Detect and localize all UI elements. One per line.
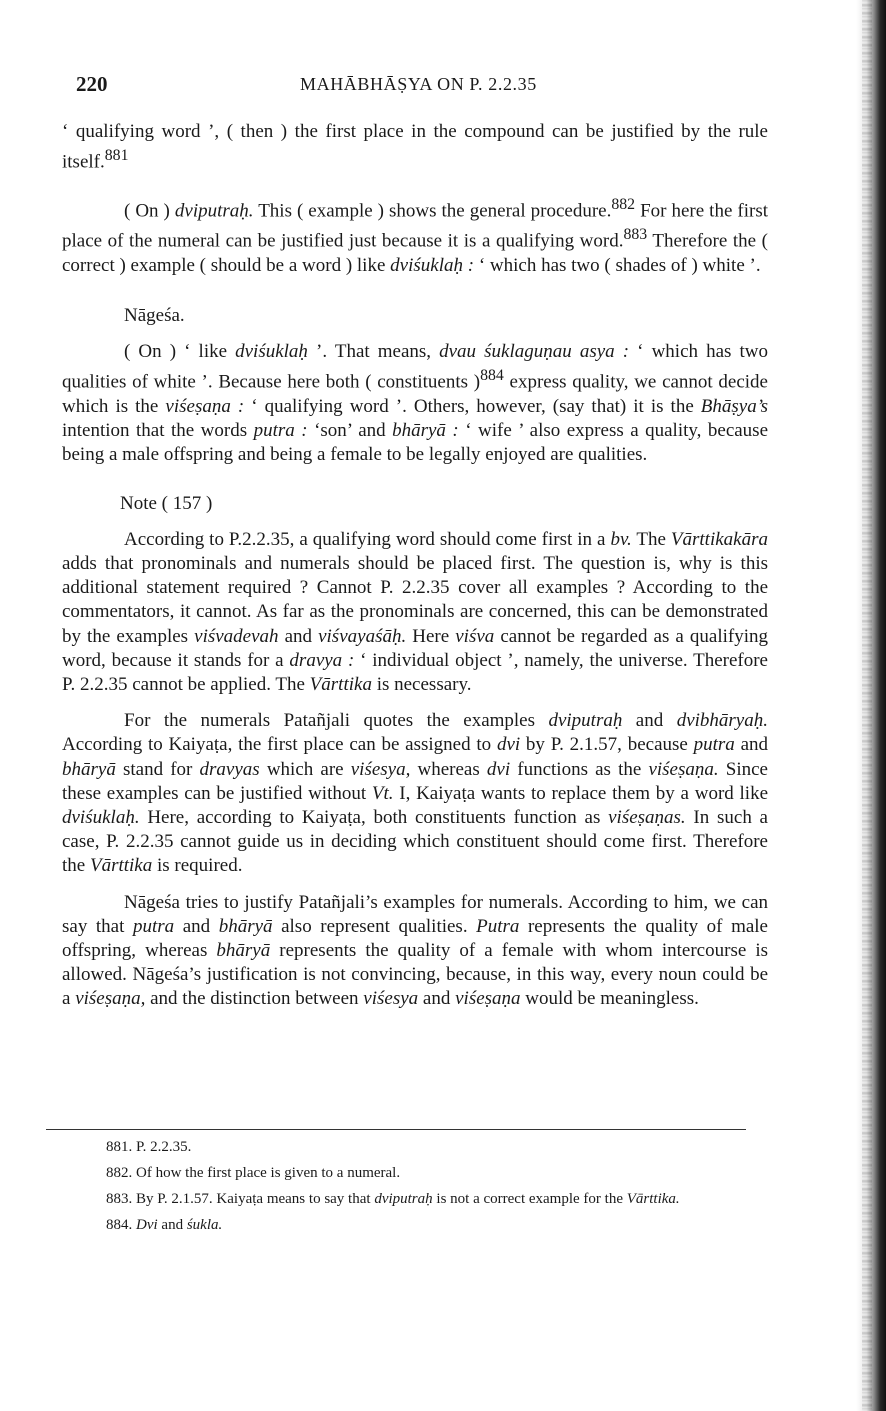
footnote-ref-881[interactable]: 881 — [104, 147, 129, 165]
paragraph-note-1: According to P.2.2.35, a qualifying word should come first in a bv. The Vārttikakāra adds that pronominals and numerals should be placed first. The question is, why is this additional statement required ? Cannot P. 2.2.35 cover all examples ? According to the commentators, it cannot. As far as the pronominals are concerned, this can be demonstrated by the examples viśvadevah and viśvayaśāḥ. Here viśva cannot be regarded as a qualifying word, because it stands for a dravya : ‘ individual object ’, namely, the universe. Therefore P. 2.2.35 cannot be applied. The Vārttika is necessary. — [62, 528, 769, 695]
paragraph-dviputrah: ( On ) dviputraḥ. This ( example ) shows the general procedure.$^{882}$ For here the first place of the numeral can be justified just because it is a qualifying word.$^{883}$ Therefore the ( correct ) example ( should be a word ) like dviśuklaḥ : ‘ which has two ( shades of ) white ’. — [62, 195, 768, 276]
section-label-note-157: Note ( 157 ) — [120, 492, 213, 514]
footnote-882: 882. Of how the first place is given to a numeral. — [106, 1165, 401, 1181]
paragraph-note-2: For the numerals Patañjali quotes the examples dviputraḥ and dvibhāryaḥ. According to Kaiyaṭa, the first place can be assigned to dvi by P. 2.1.57, because putra and bhāryā stand for dravyas which are viśesya, whereas dvi functions as the viśeṣaṇa. Since these examples can be justified without Vt. I, Kaiyaṭa wants to replace them by a word like dviśuklaḥ. Here, according to Kaiyaṭa, both constituents function as viśeṣaṇas. In such a case, P. 2.2.35 cannot guide us in deciding which constituent should come first. Therefore the Vārttika is required. — [62, 710, 769, 877]
footnote-ref-883[interactable]: 883 — [623, 226, 648, 244]
footnote-884: 884. Dvi and śukla. — [106, 1217, 223, 1233]
scan-edge-shadow — [856, 0, 886, 1411]
footnote-ref-882[interactable]: 882 — [611, 195, 636, 213]
paragraph-note-3: Nāgeśa tries to justify Patañjali’s examples for numerals. According to him, we can say that putra and bhāryā also represent qualities. Putra represents the quality of male offspring, whereas bhāryā represents the quality of a female with whom intercourse is allowed. Nāgeśa’s justification is not convincing, because, in this way, every noun could be a viśeṣaṇa, and the distinction between viśesya and viśeṣaṇa would be meaningless. — [62, 891, 768, 1010]
footnote-881: 881. P. 2.2.35. — [106, 1139, 192, 1155]
footnotes — [44, 1138, 748, 1242]
paragraph-nagesa: ( On ) ‘ like dviśuklaḥ ’. That means, dvau śuklaguṇau asya : ‘ which has two qualities of white ’. Because here both ( constituents )$^{884}$ express quality, we cannot decide which is the viśeṣaṇa : ‘ qualifying word ’. Others, however, (say that) it is the Bhāṣya’s intention that the words putra : ‘son’ and bhāryā : ‘ wife ’ also express a quality, because being a male offspring and being a female to be legally enjoyed are qualities. — [62, 341, 769, 466]
footnote-883: 883. By P. 2.1.57. Kaiyaṭa means to say that dviputraḥ is not a correct example for the Vārttika. — [106, 1191, 680, 1207]
main-text — [62, 120, 768, 1012]
running-head: MAHĀBHĀṢYA ON P. 2.2.35 — [300, 74, 537, 94]
page-number: 220 — [76, 72, 108, 96]
footnote-ref-884[interactable]: 884 — [480, 367, 504, 385]
paragraph-continued: ‘ qualifying word ’, ( then ) the first place in the compound can be justified by the rule itself.$^{881}$ — [62, 121, 768, 173]
page-header — [76, 72, 766, 102]
footnote-separator — [46, 1129, 746, 1130]
section-label-nagesa: Nāgeśa. — [124, 305, 185, 326]
